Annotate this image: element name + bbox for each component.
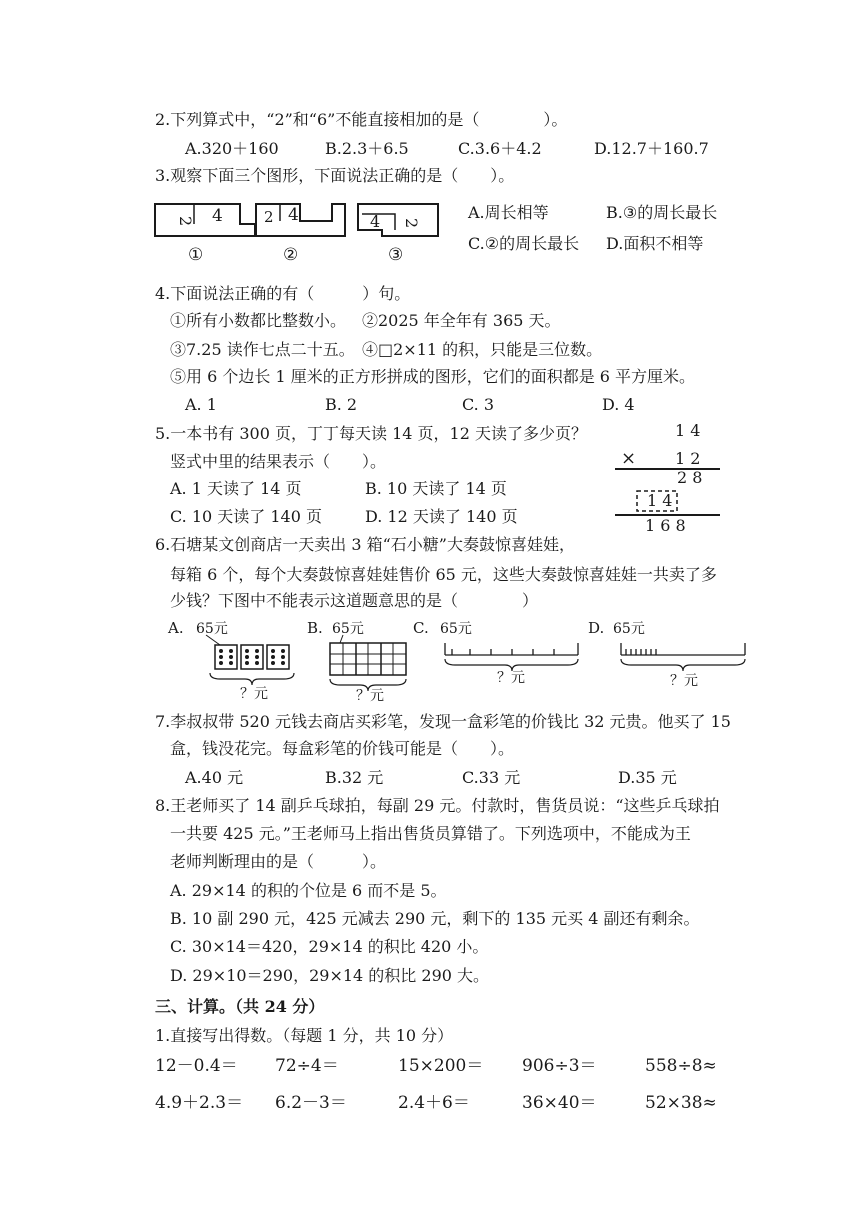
q2-option-c: C.3.6＋4.2 — [458, 139, 542, 158]
diagram-c-line — [445, 643, 578, 655]
calc-10: 52×38≈ — [645, 1093, 717, 1113]
q3-option-a: A.周长相等 — [468, 203, 549, 222]
q7-line-2: 盒，钱没花完。每盒彩笔的价钱可能是（ ）。 — [170, 739, 515, 758]
q8-line-3: 老师判断理由的是（ ）。 — [170, 852, 387, 871]
calc-2: 72÷4＝ — [275, 1056, 339, 1076]
figure-1-label-a: 2 — [176, 216, 195, 227]
q4-statement-2: ②2025 年全年有 365 天。 — [362, 311, 561, 330]
q4-statement-5: ⑤用 6 个边长 1 厘米的正方形拼成的图形，它们的面积都是 6 平方厘米。 — [170, 367, 696, 386]
q5-option-d: D. 12 天读了 140 页 — [365, 507, 518, 526]
figure-1-shape — [155, 204, 255, 236]
q3-figures — [150, 196, 450, 268]
section-3-subtitle: 1.直接写出得数。（每题 1 分，共 10 分） — [155, 1026, 454, 1045]
q5-stem-2: 竖式中里的结果表示（ ）。 — [170, 452, 387, 471]
diagram-c-price: 65元 — [440, 621, 472, 637]
diagram-d-letter: D. — [588, 619, 605, 637]
q6-line-1: 6.石塘某文创商店一天卖出 3 箱“石小糖”大奏鼓惊喜娃娃， — [155, 535, 575, 554]
q7-option-c: C.33 元 — [462, 768, 521, 787]
q4-option-b: B. 2 — [325, 395, 358, 414]
q2-option-b: B.2.3＋6.5 — [325, 139, 409, 158]
q4-statement-3: ③7.25 读作七点二十五。 — [170, 340, 355, 359]
q7-option-a: A.40 元 — [185, 768, 244, 787]
diagram-a-price: 65元 — [196, 621, 228, 637]
q8-option-c: C. 30×14＝420，29×14 的积比 420 小。 — [170, 937, 489, 956]
section-3-title: 三、计算。（共 24 分） — [155, 997, 325, 1016]
diagram-d-price: 65元 — [613, 621, 645, 637]
diagram-d-line — [621, 643, 745, 655]
q5-option-b: B. 10 天读了 14 页 — [365, 479, 507, 498]
multiplier: 1 2 — [675, 449, 701, 468]
q7-option-b: B.32 元 — [325, 768, 384, 787]
partial-product-2: 1 4 — [647, 491, 673, 510]
q2-option-a: A.320＋160 — [185, 139, 279, 158]
q8-option-d: D. 29×10＝290，29×14 的积比 290 大。 — [170, 966, 490, 985]
q4-option-c: C. 3 — [462, 395, 495, 414]
calc-1: 12－0.4＝ — [155, 1056, 238, 1076]
q2-option-d: D.12.7＋160.7 — [594, 139, 709, 158]
figure-1-label-b: 4 — [212, 206, 223, 226]
q5-vertical-multiplication — [605, 420, 730, 540]
figure-3-label-a: 4 — [370, 212, 381, 231]
q3-option-d: D.面积不相等 — [606, 234, 704, 253]
product-result: 1 6 8 — [645, 516, 686, 535]
q6-line-3: 少钱？下图中不能表示这道题意思的是（ ） — [170, 591, 539, 610]
q4-option-d: D. 4 — [602, 395, 635, 414]
diagram-c-letter: C. — [413, 619, 429, 637]
calc-3: 15×200＝ — [398, 1056, 484, 1076]
calc-5: 558÷8≈ — [645, 1056, 717, 1076]
calc-6: 4.9＋2.3＝ — [155, 1093, 244, 1113]
q3-option-b: B.③的周长最长 — [606, 203, 718, 222]
calc-8: 2.4＋6＝ — [398, 1093, 470, 1113]
q7-line-1: 7.李叔叔带 520 元钱去商店买彩笔，发现一盒彩笔的价钱比 32 元贵。他买了 15 — [155, 712, 731, 731]
q4-option-a: A. 1 — [185, 395, 217, 414]
q8-line-1: 8.王老师买了 14 副乒乓球拍，每副 29 元。付款时，售货员说：“这些乒乓球拍 — [155, 796, 720, 815]
q4-stem: 4.下面说法正确的有（ ）句。 — [155, 284, 411, 303]
q2-stem: 2.下列算式中，“2”和“6”不能直接相加的是（ ）。 — [155, 110, 568, 129]
q6-diagrams — [160, 615, 760, 705]
q3-option-c: C.②的周长最长 — [468, 234, 580, 253]
q3-stem: 3.观察下面三个图形，下面说法正确的是（ ）。 — [155, 166, 515, 185]
calc-9: 36×40＝ — [522, 1093, 597, 1113]
q8-option-b: B. 10 副 290 元，425 元减去 290 元，剩下的 135 元买 4 副还有剩余。 — [170, 909, 700, 928]
figure-3-label-b: 2 — [402, 218, 421, 229]
calc-7: 6.2－3＝ — [275, 1093, 347, 1113]
figure-3-number: ③ — [388, 245, 404, 265]
multiplicand: 1 4 — [675, 421, 701, 440]
diagram-b-letter: B. — [307, 619, 323, 637]
diagram-b-grid — [330, 643, 406, 675]
q4-statement-1: ①所有小数都比整数小。 — [170, 311, 347, 330]
partial-product-1: 2 8 — [677, 468, 703, 487]
q5-option-a: A. 1 天读了 14 页 — [170, 479, 302, 498]
figure-2-number: ② — [283, 245, 299, 265]
times-sign: × — [621, 448, 637, 469]
diagram-d-unknown: ？元 — [670, 673, 698, 689]
q5-option-c: C. 10 天读了 140 页 — [170, 507, 323, 526]
diagram-a-unknown: ？元 — [240, 686, 268, 702]
diagram-b-price: 65元 — [332, 621, 364, 637]
q7-option-d: D.35 元 — [618, 768, 677, 787]
q8-option-a: A. 29×14 的积的个位是 6 而不是 5。 — [170, 881, 447, 900]
figure-2-label-a: 2 — [264, 208, 274, 226]
figure-2-label-b: 4 — [288, 205, 299, 225]
diagram-a-letter: A. — [168, 619, 184, 637]
q6-line-2: 每箱 6 个，每个大奏鼓惊喜娃娃售价 65 元，这些大奏鼓惊喜娃娃一共卖了多 — [170, 565, 717, 584]
q5-stem: 5.一本书有 300 页，丁丁每天读 14 页，12 天读了多少页？ — [155, 424, 587, 443]
calc-4: 906÷3＝ — [522, 1056, 597, 1076]
q4-statement-4: ④□2×11 的积，只能是三位数。 — [362, 340, 603, 359]
diagram-c-unknown: ？元 — [497, 670, 525, 686]
diagram-b-unknown: ？元 — [356, 688, 384, 704]
q8-line-2: 一共要 425 元。”王老师马上指出售货员算错了。下列选项中，不能成为王 — [170, 824, 691, 843]
figure-1-number: ① — [188, 245, 204, 265]
diagram-a-boxes — [215, 645, 289, 669]
